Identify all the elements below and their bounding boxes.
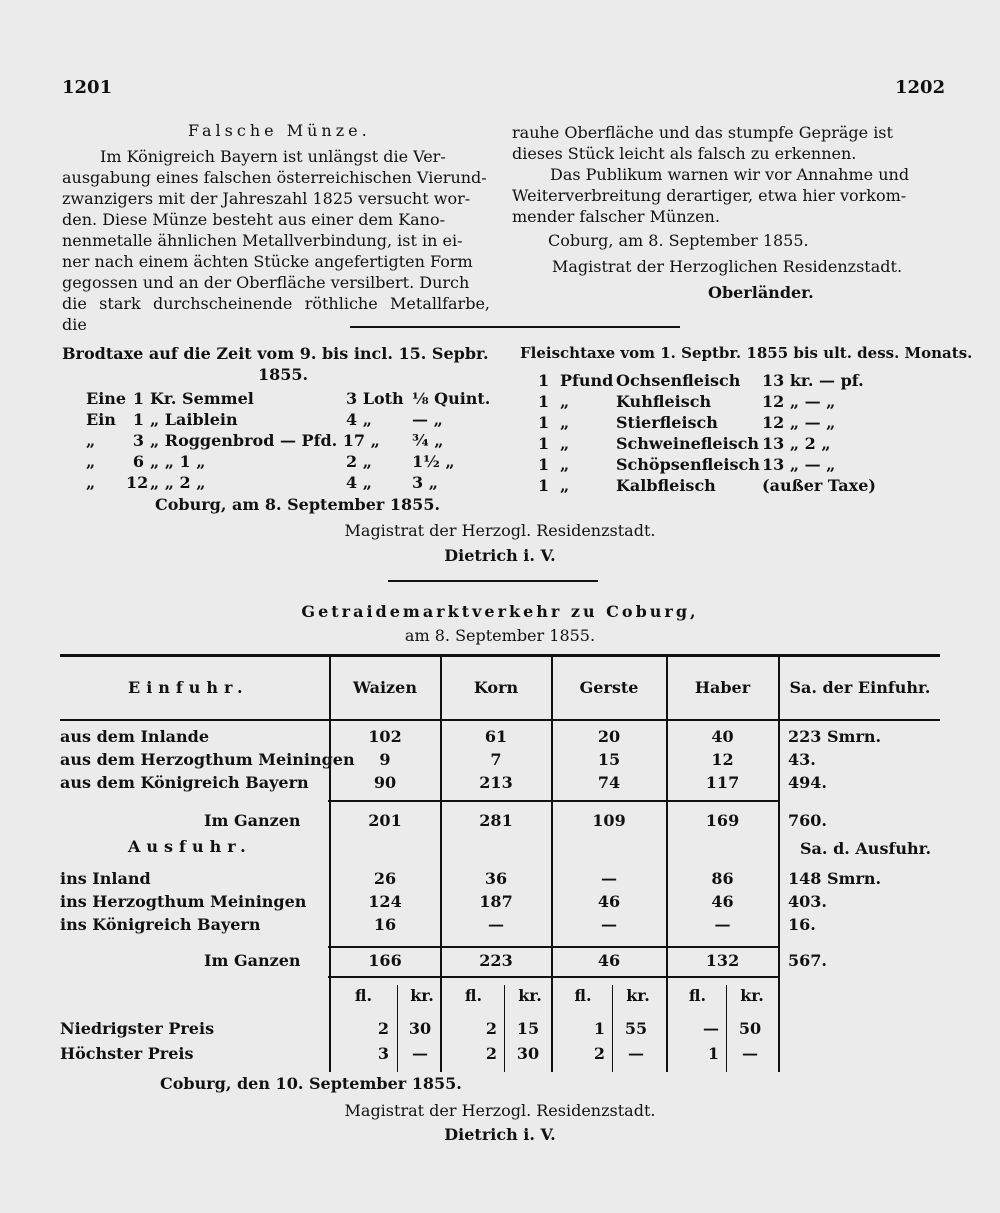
price-cell-kr: 30	[408, 1019, 432, 1038]
fleischtaxe-row	[538, 435, 938, 456]
grain-cell-gerste: 74	[597, 773, 621, 792]
fleischtaxe-cell: „	[560, 392, 570, 411]
fleischtaxe-cell: Schweinefleisch	[616, 434, 760, 453]
table-header-rule	[60, 719, 940, 721]
grain-cell-haber: 132	[705, 951, 740, 970]
falsche-muenze-text-right	[512, 122, 942, 227]
fleischtaxe-cell: 1	[538, 455, 550, 474]
fleischtaxe-cell: Kuhfleisch	[616, 392, 712, 411]
price-cell-kr: 15	[516, 1019, 540, 1038]
grain-cell-waizen: 166	[368, 951, 402, 970]
text-line: Im Königreich Bayern ist unlängst die Ver-	[100, 147, 446, 166]
text-line: ner nach einem ächten Stücke angefertigten Form	[62, 252, 473, 271]
brodtaxe-table	[86, 390, 496, 495]
grain-cell-waizen: 201	[368, 811, 402, 830]
text-line: dieses Stück leicht als falsch zu erkennen.	[512, 144, 857, 163]
price-cell-kr: —	[412, 1044, 428, 1063]
grain-ausfuhr-sum-header: Sa. d. Ausfuhr.	[800, 839, 932, 858]
grain-cell-korn: 213	[479, 773, 513, 792]
grain-cell-waizen: 16	[373, 915, 397, 934]
price-cell-kr: 30	[516, 1044, 540, 1063]
brodtaxe-cell: ⅛ Quint.	[412, 389, 491, 408]
grain-row-label: aus dem Königreich Bayern	[60, 773, 309, 792]
fleischtaxe-row	[538, 393, 938, 414]
grain-row-label: aus dem Inlande	[60, 727, 210, 746]
table-sum-rule	[328, 946, 780, 948]
brodtaxe-row	[86, 432, 496, 453]
grain-cell-gerste: 46	[597, 892, 621, 911]
grain-cell-waizen: 26	[373, 869, 397, 888]
header-sum-einfuhr: Sa. der Einfuhr.	[789, 678, 931, 697]
grain-cell-haber: 40	[711, 727, 734, 746]
falsche-muenze-text-left	[62, 146, 490, 335]
fleischtaxe-cell: Schöpsenfleisch	[616, 455, 760, 474]
grain-cell-sum: 223 Smrn.	[788, 727, 882, 746]
price-cell-fl: 2	[485, 1044, 497, 1063]
brodtaxe-row	[86, 390, 496, 411]
brodtaxe-cell: 3	[132, 431, 144, 450]
brodtaxe-year: 1855.	[258, 365, 309, 384]
fleischtaxe-cell: 1	[538, 413, 550, 432]
grain-cell-sum: 16.	[788, 915, 816, 934]
fleischtaxe-cell: Ochsenfleisch	[616, 371, 741, 390]
grain-cell-sum: 567.	[788, 951, 827, 970]
price-header-fl: fl.	[354, 986, 373, 1005]
grain-row-label: ins Königreich Bayern	[60, 915, 261, 934]
brodtaxe-cell: 4 „	[346, 410, 372, 429]
brodtaxe-cell: 1	[132, 389, 144, 408]
price-header-kr: kr.	[740, 986, 764, 1005]
fleischtaxe-cell: „	[560, 413, 570, 432]
fleischtaxe-row	[538, 456, 938, 477]
fleischtaxe-cell: 12 „ — „	[762, 392, 836, 411]
section-divider	[350, 326, 680, 328]
grain-cell-waizen: 102	[368, 727, 402, 746]
table-col-rule	[440, 656, 442, 1072]
brodtaxe-title: Brodtaxe auf die Zeit vom 9. bis incl. 15. Sepbr.	[62, 344, 489, 363]
text-line: zwanzigers mit der Jahreszahl 1825 versucht wor-	[62, 189, 471, 208]
grain-cell-gerste: 15	[597, 750, 621, 769]
getraide-date: am 8. September 1855.	[404, 626, 596, 645]
fleischtaxe-cell: (außer Taxe)	[762, 476, 876, 495]
grain-cell-korn: 223	[479, 951, 513, 970]
brodtaxe-place-date: Coburg, am 8. September 1855.	[155, 495, 441, 514]
brodtaxe-cell: 6	[132, 452, 144, 471]
brodtaxe-cell: Kr. Semmel	[150, 389, 254, 408]
grain-ausfuhr-label: Ausfuhr.	[128, 837, 252, 856]
section-divider	[388, 580, 598, 582]
fleischtaxe-row	[538, 477, 938, 498]
price-row-label: Niedrigster Preis	[60, 1019, 215, 1038]
brodtaxe-cell: Eine	[86, 389, 127, 408]
table-col-rule	[551, 656, 553, 1072]
page-number-right: 1202	[895, 77, 946, 98]
fleischtaxe-cell: 13 „ — „	[762, 455, 836, 474]
brodtaxe-cell: 2 „	[346, 452, 372, 471]
price-header-fl: fl.	[464, 986, 483, 1005]
magistrat-1-signer: Dietrich i. V.	[444, 546, 556, 565]
grain-cell-gerste: —	[601, 869, 617, 888]
brodtaxe-cell: ¾ „	[412, 431, 444, 450]
grain-cell-sum: 494.	[788, 773, 827, 792]
grain-cell-sum: 403.	[788, 892, 827, 911]
table-col-rule	[666, 656, 668, 1072]
brodtaxe-cell: Ein	[86, 410, 116, 429]
grain-cell-haber: 12	[711, 750, 734, 769]
price-header-kr: kr.	[626, 986, 650, 1005]
table-sum-rule	[328, 800, 780, 802]
fleischtaxe-cell: „	[560, 434, 570, 453]
grain-cell-waizen: 124	[368, 892, 402, 911]
brodtaxe-cell: „ „ 1 „	[150, 452, 206, 471]
brodtaxe-cell: „ „ 2 „	[150, 473, 206, 492]
fleischtaxe-cell: „	[560, 455, 570, 474]
grain-cell-waizen: 9	[379, 750, 391, 769]
header-korn: Korn	[473, 678, 519, 697]
grain-cell-haber: 46	[711, 892, 734, 911]
price-cell-kr: 50	[738, 1019, 762, 1038]
table-col-rule	[778, 656, 780, 1072]
text-line: Das Publikum warnen wir vor Annahme und	[550, 165, 910, 184]
grain-cell-korn: 281	[479, 811, 513, 830]
brodtaxe-cell: 12	[126, 473, 149, 492]
fleischtaxe-cell: 12 „ — „	[762, 413, 836, 432]
grain-cell-haber: 117	[705, 773, 740, 792]
brodtaxe-cell: 4 „	[346, 473, 372, 492]
header-haber: Haber	[694, 678, 751, 697]
falsche-muenze-signer: Oberländer.	[708, 283, 814, 302]
brodtaxe-cell: „	[86, 473, 96, 492]
grain-cell-sum: 148 Smrn.	[788, 869, 882, 888]
brodtaxe-cell: 3 „	[412, 473, 438, 492]
grain-cell-korn: —	[488, 915, 504, 934]
grain-cell-korn: 187	[479, 892, 513, 911]
falsche-muenze-authority: Magistrat der Herzoglichen Residenzstadt.	[552, 257, 903, 276]
price-header-kr: kr.	[410, 986, 434, 1005]
grain-row-label: Im Ganzen	[204, 951, 301, 970]
page-number-left: 1201	[62, 77, 113, 98]
grain-cell-sum: 760.	[788, 811, 827, 830]
brodtaxe-cell: „	[86, 452, 96, 471]
text-line: nenmetalle ähnlichen Metallverbindung, ist in ei-	[62, 231, 463, 250]
brodtaxe-row	[86, 411, 496, 432]
table-top-rule	[60, 654, 940, 657]
grain-row-label: aus dem Herzogthum Meiningen	[60, 750, 355, 769]
grain-cell-gerste: 20	[597, 727, 621, 746]
text-line: Weiterverbreitung derartiger, etwa hier vorkom-	[512, 186, 907, 205]
price-cell-fl: 1	[593, 1019, 605, 1038]
brodtaxe-cell: 3 Loth	[346, 389, 404, 408]
fleischtaxe-title: Fleischtaxe vom 1. Septbr. 1855 bis ult. dess. Monats.	[520, 344, 973, 362]
brodtaxe-cell: 1	[132, 410, 144, 429]
grain-cell-haber: 86	[711, 869, 734, 888]
text-line: mender falscher Münzen.	[512, 207, 720, 226]
getraide-authority: Magistrat der Herzogl. Residenzstadt.	[344, 1101, 656, 1120]
fleischtaxe-cell: 1	[538, 371, 550, 390]
table-price-rule	[328, 976, 780, 978]
grain-cell-waizen: 90	[373, 773, 397, 792]
fleischtaxe-table	[538, 372, 938, 498]
grain-cell-sum: 43.	[788, 750, 816, 769]
grain-cell-gerste: —	[601, 915, 617, 934]
header-einfuhr: Einfuhr.	[128, 678, 249, 697]
grain-cell-korn: 61	[484, 727, 508, 746]
fleischtaxe-cell: Pfund	[560, 371, 614, 390]
grain-cell-gerste: 109	[592, 811, 626, 830]
text-line: ausgabung eines falschen österreichischen Vierund-	[62, 168, 487, 187]
magistrat-1-authority: Magistrat der Herzogl. Residenzstadt.	[344, 521, 656, 540]
fleischtaxe-cell: 13 kr. — pf.	[762, 371, 864, 390]
price-row-label: Höchster Preis	[60, 1044, 194, 1063]
fleischtaxe-row	[538, 414, 938, 435]
fleischtaxe-cell: 13 „ 2 „	[762, 434, 831, 453]
price-cell-fl: —	[703, 1019, 719, 1038]
brodtaxe-row	[86, 453, 496, 474]
price-cell-kr: —	[628, 1044, 644, 1063]
price-cell-kr: 55	[624, 1019, 648, 1038]
price-cell-fl: 1	[707, 1044, 719, 1063]
grain-cell-korn: 7	[490, 750, 502, 769]
brodtaxe-cell: 1½ „	[412, 452, 455, 471]
fleischtaxe-cell: Stierfleisch	[616, 413, 718, 432]
header-waizen: Waizen	[353, 678, 417, 697]
getraide-signer: Dietrich i. V.	[444, 1125, 556, 1144]
text-line: gegossen und an der Oberfläche versilbert. Durch	[62, 273, 470, 292]
grain-cell-haber: 169	[705, 811, 740, 830]
getraide-title: Getraidemarktverkehr zu Coburg,	[301, 602, 699, 621]
grain-cell-gerste: 46	[597, 951, 621, 970]
fleischtaxe-cell: 1	[538, 476, 550, 495]
brodtaxe-cell: „ Roggenbrod — Pfd. 17 „	[150, 431, 380, 450]
grain-cell-korn: 36	[484, 869, 508, 888]
header-gerste: Gerste	[579, 678, 639, 697]
text-line: rauhe Oberfläche und das stumpfe Gepräge ist	[512, 123, 893, 142]
price-header-fl: fl.	[688, 986, 707, 1005]
price-cell-fl: 2	[485, 1019, 497, 1038]
price-cell-fl: 3	[377, 1044, 389, 1063]
brodtaxe-cell: „	[86, 431, 96, 450]
price-header-kr: kr.	[518, 986, 542, 1005]
text-line: die stark durchscheinende röthliche Metallfarbe, die	[62, 294, 490, 334]
table-col-rule	[329, 656, 331, 1072]
getraide-place-date: Coburg, den 10. September 1855.	[160, 1074, 462, 1093]
falsche-muenze-title: Falsche Münze.	[188, 121, 371, 140]
brodtaxe-row	[86, 474, 496, 495]
price-cell-kr: —	[742, 1044, 758, 1063]
brodtaxe-cell: — „	[412, 410, 443, 429]
grain-cell-haber: —	[714, 915, 731, 934]
fleischtaxe-cell: 1	[538, 434, 550, 453]
fleischtaxe-cell: 1	[538, 392, 550, 411]
grain-row-label: ins Herzogthum Meiningen	[60, 892, 307, 911]
text-line: den. Diese Münze besteht aus einer dem Kano-	[62, 210, 446, 229]
fleischtaxe-row	[538, 372, 938, 393]
grain-row-label: Im Ganzen	[204, 811, 301, 830]
price-header-fl: fl.	[574, 986, 592, 1005]
falsche-muenze-place-date: Coburg, am 8. September 1855.	[548, 231, 809, 250]
fleischtaxe-cell: Kalbfleisch	[616, 476, 716, 495]
price-cell-fl: 2	[377, 1019, 389, 1038]
fleischtaxe-cell: „	[560, 476, 570, 495]
price-cell-fl: 2	[593, 1044, 605, 1063]
brodtaxe-cell: „ Laiblein	[150, 410, 238, 429]
grain-row-label: ins Inland	[60, 869, 151, 888]
